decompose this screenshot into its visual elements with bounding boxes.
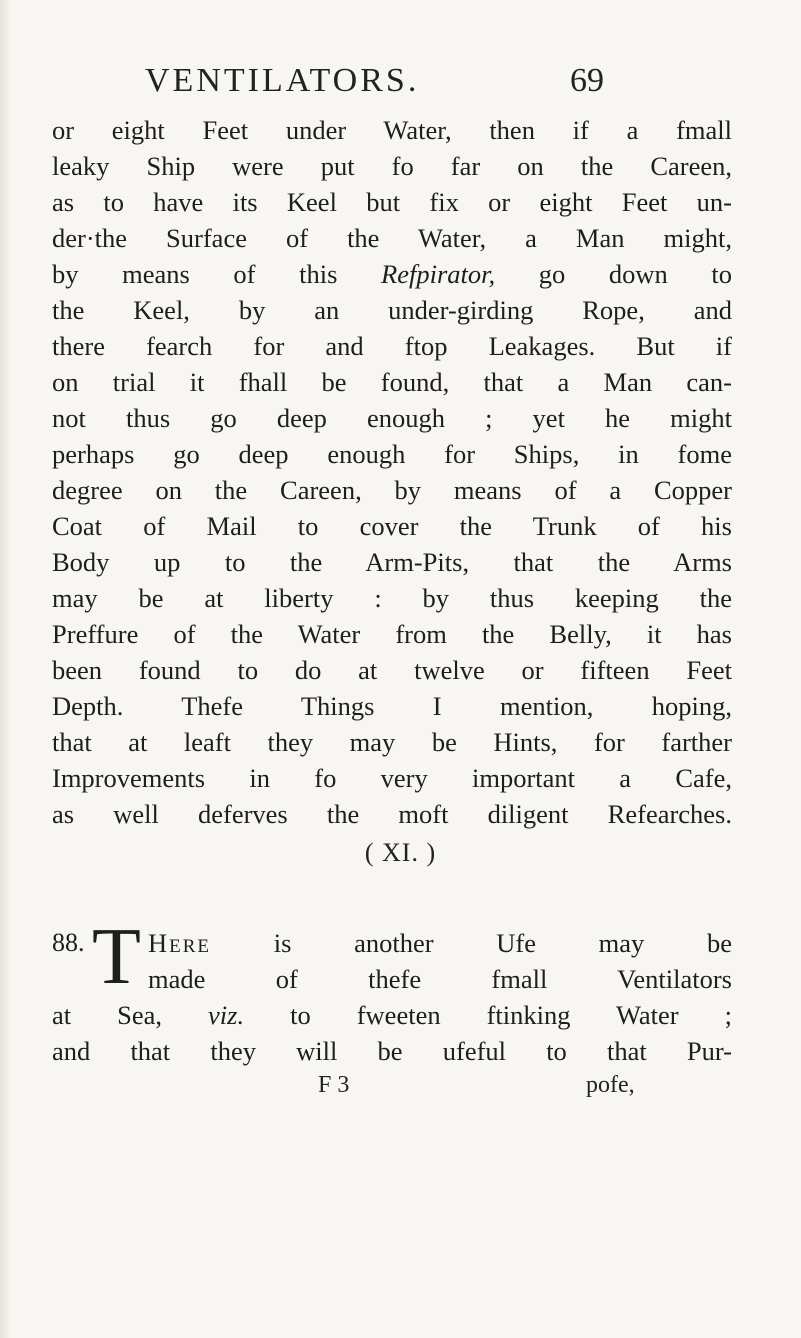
text-line: and that they will be ufeful to that Pur- bbox=[52, 1036, 732, 1066]
text-line: made of thefe fmall Ventilators bbox=[148, 964, 732, 994]
page-number: 69 bbox=[570, 62, 604, 99]
text-line: or eight Feet under Water, then if a fmall bbox=[52, 115, 732, 145]
text-span: by means of this bbox=[52, 259, 382, 289]
catchword: pofe, bbox=[586, 1072, 635, 1098]
text-span: is another Ufe may be bbox=[211, 928, 732, 958]
text-line: may be at liberty : by thus keeping the bbox=[52, 583, 732, 613]
text-line: as to have its Keel but fix or eight Feet un- bbox=[52, 187, 732, 217]
italic-term: Refpirator, bbox=[381, 259, 496, 289]
text-line: the Keel, by an under-girding Rope, and bbox=[52, 295, 732, 325]
smallcaps-word: Here bbox=[148, 928, 212, 958]
page-gutter-shadow bbox=[0, 0, 12, 1338]
page-header bbox=[0, 62, 801, 112]
drop-cap: T bbox=[92, 913, 141, 1001]
paragraph-number: 88. bbox=[52, 928, 85, 957]
page-footer bbox=[0, 1072, 801, 1112]
text-line: Preffure of the Water from the Belly, it has bbox=[52, 619, 732, 649]
text-line: as well deferves the moft diligent Refearches. bbox=[52, 799, 732, 829]
text-line bbox=[148, 925, 732, 961]
italic-term: viz. bbox=[208, 1000, 245, 1030]
text-line: Coat of Mail to cover the Trunk of his bbox=[52, 511, 732, 541]
text-line: perhaps go deep enough for Ships, in fome bbox=[52, 439, 732, 469]
text-line: been found to do at twelve or fifteen Feet bbox=[52, 655, 732, 685]
text-line: der·the Surface of the Water, a Man might, bbox=[52, 223, 732, 253]
text-line: leaky Ship were put fo far on the Careen, bbox=[52, 151, 732, 181]
text-line: Body up to the Arm-Pits, that the Arms bbox=[52, 547, 732, 577]
text-line: not thus go deep enough ; yet he might bbox=[52, 403, 732, 433]
text-span: go down to bbox=[495, 259, 733, 289]
text-line: that at leaft they may be Hints, for farther bbox=[52, 727, 732, 757]
text-line: Depth. Thefe Things I mention, hoping, bbox=[52, 691, 732, 721]
text-span: to fweeten ftinking Water ; bbox=[244, 1000, 732, 1030]
signature-mark: F 3 bbox=[318, 1072, 350, 1098]
running-head: VENTILATORS. bbox=[145, 62, 420, 99]
paragraph-1 bbox=[52, 112, 732, 832]
text-span: at Sea, bbox=[52, 1000, 209, 1030]
section-heading: ( XI. ) bbox=[364, 838, 437, 867]
text-line bbox=[52, 997, 732, 1033]
text-line: on trial it fhall be found, that a Man can- bbox=[52, 367, 732, 397]
text-line bbox=[52, 256, 732, 292]
text-line: Improvements in fo very important a Cafe, bbox=[52, 763, 732, 793]
text-line: there fearch for and ftop Leakages. But if bbox=[52, 331, 732, 361]
text-line: degree on the Careen, by means of a Copper bbox=[52, 475, 732, 505]
